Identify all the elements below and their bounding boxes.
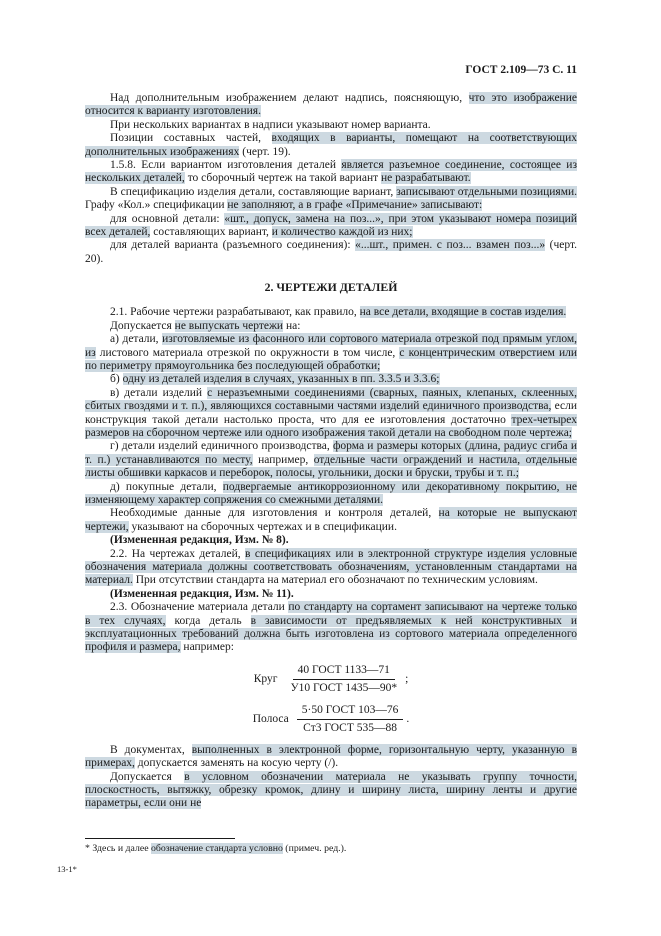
paragraph — [85, 333, 577, 373]
text-run: * Здесь и далее — [85, 843, 151, 854]
paragraph — [85, 548, 577, 588]
paragraph — [85, 119, 577, 132]
paragraph — [85, 213, 577, 240]
text-run: (Измененная редакция, Изм. № 11). — [110, 587, 294, 600]
document-code: ГОСТ 2.109—73 С. 11 — [465, 64, 577, 76]
fraction-denominator: У10 ГОСТ 1435—90* — [290, 681, 398, 694]
text-run: При нескольких вариантах в надписи указывают номер варианта. — [110, 118, 431, 131]
highlighted-text: что это изображение относится к варианту изготовления. — [85, 92, 577, 118]
footnote-divider — [85, 838, 235, 839]
highlighted-text: с неразъемными соединениями (сварных, паяных, клепаных, склеенных, сбитых гвоздями и т. п.), являющихся составными частями изделий единичного производства, — [85, 386, 577, 413]
highlighted-text: изготовляемые из фасонного или сортового материала отрезкой под прямым углом, из — [85, 333, 577, 359]
text-run: допускается заменять на косую черту (/). — [134, 757, 339, 770]
highlighted-text: входящих в варианты, помещают на соответствующих дополнительных изображениях — [85, 132, 577, 158]
text-run: (черт. 20). — [85, 239, 577, 265]
text-run: составляющих вариант, — [150, 226, 272, 239]
footnote-text — [85, 843, 577, 855]
text-run: на: — [283, 319, 301, 332]
fraction-numerator: 40 ГОСТ 1133—71 — [293, 664, 395, 680]
text-run: В документах, — [110, 743, 192, 756]
text-run: Необходимые данные для изготовления и контроля деталей, — [110, 507, 439, 520]
fraction-numerator: 5·50 ГОСТ 103—76 — [297, 704, 404, 720]
formula-punctuation: . — [406, 712, 410, 725]
paragraph — [85, 239, 577, 266]
paragraph — [85, 132, 577, 159]
text-run: б) — [110, 373, 123, 386]
paragraph — [85, 159, 577, 186]
material-designation-formula — [85, 664, 577, 695]
text-run: а) детали, — [110, 333, 163, 346]
fraction-denominator: Ст3 ГОСТ 535—88 — [303, 721, 397, 734]
text-run: то сборочный чертеж на такой вариант — [184, 172, 381, 185]
paragraph — [85, 186, 577, 213]
highlighted-text: не выпускать чертежи — [174, 319, 284, 332]
highlighted-text: не заполняют, а в графе «Примечание» записывают: — [227, 199, 483, 212]
formula-punctuation: ; — [405, 672, 409, 685]
highlighted-text: в спецификациях или в электронной структуре изделия условные обозначения материала должны соответствовать обозначениям, установленным стандартами на материал. — [85, 547, 577, 587]
text-run: например, — [252, 453, 314, 466]
highlighted-text: в зависимости от предъявляемых к ней конструктивных и эксплуатационных требований должна быть изготовлена из сортового материала определенного профиля и размера, — [85, 614, 577, 654]
text-run: Графу «Кол.» спецификации — [85, 199, 228, 212]
text-run: если конструкция такой детали настолько проста, что для ее изготовления достаточно — [85, 400, 577, 426]
text-run: 2.3. Обозначение материала детали — [110, 601, 289, 614]
page-header — [85, 64, 577, 77]
revision-note-paragraph — [85, 534, 577, 547]
highlighted-text: с концентрическим отверстием или по периметру прямоугольника без последующей обработки; — [85, 346, 577, 372]
paragraph — [85, 306, 577, 319]
text-run: указывают на сборочных чертежах и в спецификации. — [128, 520, 397, 533]
page-mark: 13-1* — [57, 864, 77, 874]
highlighted-text: отдельные части ограждений и настила, отдельные листы обшивки каркасов и переборок, полосы, угольники, доски и бруски, трубы и т. п.; — [85, 453, 577, 480]
text-run: (черт. 19). — [239, 145, 291, 158]
revision-note-paragraph — [85, 588, 577, 601]
fraction — [297, 704, 404, 735]
material-designation-formula — [85, 704, 577, 735]
highlighted-text: «...шт., примен. с поз... взамен поз...» — [355, 239, 546, 252]
highlighted-text: форма и размеры которых (длина, радиус сгиба и т. п.) устанавливаются по месту, — [85, 440, 577, 466]
formula-lead: Круг — [253, 672, 278, 685]
highlighted-text: «шт., допуск, замена на поз...», при этом указывают номера позиций всех деталей, — [85, 212, 577, 239]
text-run: г) детали изделий единичного производства, — [110, 440, 333, 453]
paragraph — [85, 373, 577, 386]
paragraph — [85, 507, 577, 534]
footnote — [85, 838, 577, 855]
text-run: Над дополнительным изображением делают надпись, поясняющую, — [110, 92, 469, 104]
text-run: листового материала отрезкой по окружности в том числе, — [95, 346, 400, 359]
text-run: Допускается — [110, 770, 185, 783]
text-run: При отсутствии стандарта на материал его обозначают по техническим условиям. — [132, 574, 538, 587]
text-run: для деталей варианта (разъемного соединения): — [110, 239, 356, 252]
paragraph — [85, 601, 577, 655]
fraction — [285, 664, 402, 695]
highlighted-text: записывают отдельными позициями. — [396, 185, 577, 198]
highlighted-text: по стандарту на сортамент записывают на чертеже только в тех случаях, — [85, 601, 577, 627]
text-run: Позиции составных частей, — [110, 132, 272, 145]
paragraph — [85, 320, 577, 333]
highlighted-text: одну из деталей изделия в случаях, указанных в пп. 3.3.5 и 3.3.6; — [122, 373, 440, 386]
highlighted-text: и количество каждой из них; — [271, 226, 413, 239]
highlighted-text: трех-четырех размеров на сборочном чертеже или одного изображения такой детали на свободном поле чертежа; — [85, 413, 577, 439]
text-run: Допускается — [110, 319, 175, 332]
text-run: например: — [180, 641, 234, 654]
highlighted-text: на которые не выпускают чертежи, — [85, 507, 577, 533]
paragraph — [85, 440, 577, 480]
highlighted-text: в условном обозначении материала не указывать группу точности, плоскостность, вытяжку, обрезку кромок, длину и ширину листа, ширину ленты и другие параметры, если они не — [85, 770, 577, 810]
text-run: 2.1. Рабочие чертежи разрабатывают, как правило, — [110, 306, 360, 319]
paragraph — [85, 387, 577, 441]
highlighted-text: не разрабатывают. — [381, 172, 471, 185]
text-run: (Измененная редакция, Изм. № 8). — [110, 534, 289, 547]
document-content — [85, 92, 577, 811]
paragraph — [85, 771, 577, 811]
paragraph — [85, 744, 577, 771]
text-run: 1.5.8. Если вариантом изготовления деталей — [110, 159, 342, 172]
highlighted-text: выполненных в электронной форме, горизонтальную черту, указанную в примерах, — [85, 743, 577, 770]
text-run: д) покупные детали, — [110, 480, 223, 493]
highlighted-text: подвергаемые антикоррозионному или декоративному покрытию, не изменяющему характер сопряжения со смежными деталями. — [85, 480, 577, 506]
highlighted-text: является разъемное соединение, состоящее из нескольких деталей, — [85, 159, 577, 185]
paragraph — [85, 481, 577, 508]
formula-lead: Полоса — [252, 712, 289, 725]
highlighted-text: обозначение стандарта условно — [151, 843, 283, 854]
text-run: в) детали изделий — [110, 386, 208, 399]
text-run: В спецификацию изделия детали, составляющие вариант, — [110, 185, 397, 198]
text-run: 2.2. На чертежах деталей, — [110, 547, 246, 560]
text-run: (примеч. ред.). — [282, 843, 347, 854]
text-run: для основной детали: — [110, 212, 225, 225]
paragraph — [85, 92, 577, 119]
section-heading: 2. ЧЕРТЕЖИ ДЕТАЛЕЙ — [264, 280, 398, 295]
text-run: когда деталь — [165, 614, 251, 627]
highlighted-text: на все детали, входящие в состав изделия. — [359, 306, 567, 319]
